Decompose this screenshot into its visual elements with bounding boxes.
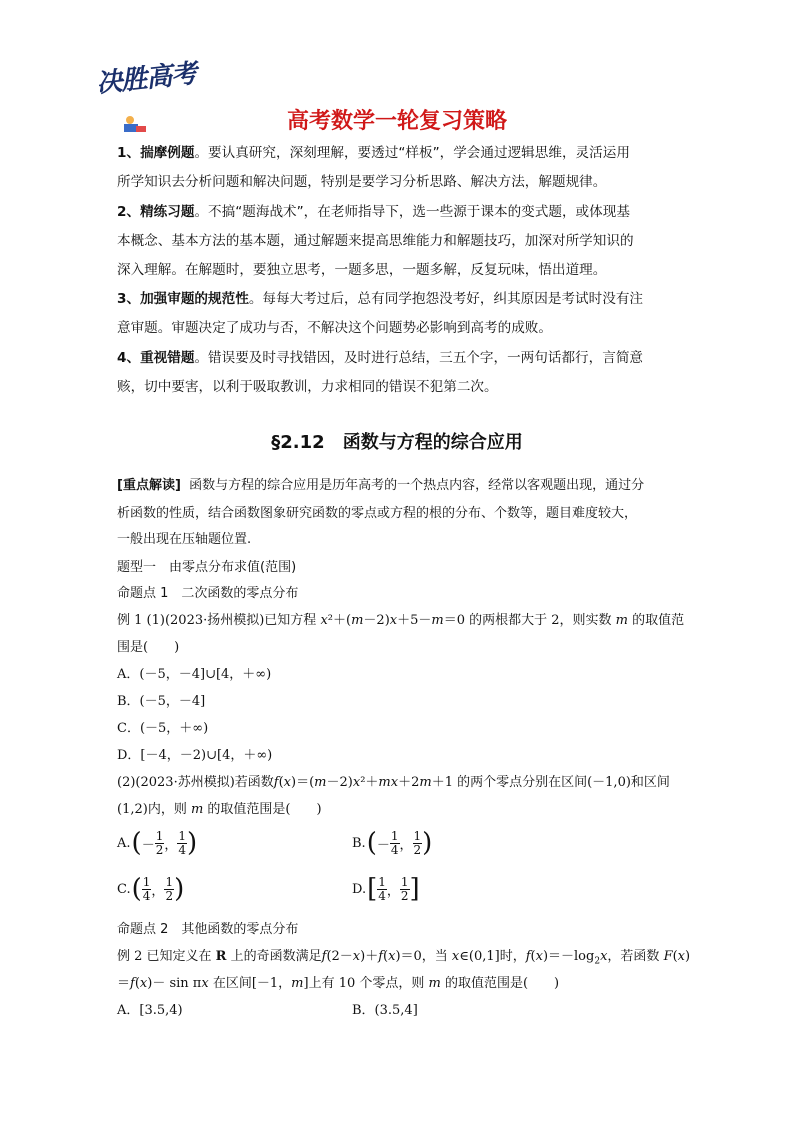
- question-type-heading: 题型一 由零点分布求值(范围): [117, 560, 297, 575]
- example-1-option-c: C．(－5，＋∞): [117, 721, 209, 736]
- example-1-line-1: 例 1 (1)(2023·扬州模拟)已知方程 x²＋(m－2)x＋5－m＝0 的两根都大于 2，则实数 m 的取值范: [117, 613, 685, 628]
- strategy-item-2-line-1: 2、精练习题。不搞“题海战术”，在老师指导下，选一些源于课本的变式题，或体现基: [117, 204, 630, 220]
- topic-point-1-heading: 命题点 1 二次函数的零点分布: [117, 586, 299, 601]
- strategy-title: 高考数学一轮复习策略: [286, 109, 507, 134]
- example-1-part-2-line-1: (2)(2023·苏州模拟)若函数f(x)＝(m－2)x²＋mx＋2m＋1 的两个零点分别在区间(－1,0)和区间: [117, 775, 670, 790]
- strategy-item-3-line-1: 3、加强审题的规范性。每每大考过后，总有同学抱怨没考好，纠其原因是考试时没有注: [117, 291, 644, 307]
- strategy-item-1-heading: 揣摩例题: [140, 145, 195, 161]
- strategy-item-3-line-2: 意审题。审题决定了成功与否，不解决这个问题势必影响到高考的成败。: [117, 320, 552, 336]
- strategy-item-3-heading: 加强审题的规范性: [140, 291, 249, 307]
- example-1-part-2-option-d: D. [ $\frac{1}{4}$ ， $\frac{1}{2}$ ]: [352, 874, 420, 904]
- example-1-part-2-option-b: B. ( － $\frac{1}{4}$ ， $\frac{1}{2}$ ): [352, 828, 433, 858]
- strategy-item-1-line-2: 所学知识去分析问题和解决问题，特别是要学习分析思路、解决方法，解题规律。: [117, 174, 607, 190]
- example-2-option-a: A．[3.5,4): [117, 1003, 183, 1018]
- strategy-item-2-heading: 精练习题: [140, 204, 195, 220]
- example-2-option-b: B．(3.5,4]: [352, 1003, 418, 1018]
- example-1-option-b: B．(－5，－4]: [117, 694, 206, 709]
- example-1-part-2-option-a: A. ( － $\frac{1}{2}$ ， $\frac{1}{4}$ ): [117, 828, 198, 858]
- intro-line-3: 一般出现在压轴题位置.: [117, 532, 252, 547]
- example-1-line-2: 围是( ): [117, 640, 180, 655]
- strategy-item-4-heading: 重视错题: [140, 350, 195, 366]
- example-2-line-2: ＝f(x)－ sin πx 在区间[－1，m]上有 10 个零点，则 m 的取值范围是( ): [117, 976, 560, 991]
- strategy-item-4-line-1: 4、重视错题。错误要及时寻找错因，及时进行总结，三五个字，一两句话都行，言简意: [117, 350, 644, 366]
- example-1-option-a: A．(－5，－4]∪[4，＋∞): [117, 667, 272, 682]
- strategy-item-4-line-2: 赅，切中要害，以利于吸取教训，力求相同的错误不犯第二次。: [117, 379, 498, 395]
- topic-point-2-heading: 命题点 2 其他函数的零点分布: [117, 922, 299, 937]
- example-2-line-1: 例 2 已知定义在 R 上的奇函数满足f(2－x)＋f(x)＝0，当 x∈(0,1]时，$f(x)=-\log_2x$，若函数 F(x): [117, 949, 691, 967]
- strategy-item-1-line-1: 1、揣摩例题。要认真研究，深刻理解，要透过“样板”，学会通过逻辑思维，灵活运用: [117, 145, 630, 161]
- logo-text: 决胜高考: [94, 58, 198, 100]
- intro-line-2: 析函数的性质，结合函数图象研究函数的零点或方程的根的分布、个数等，题目难度较大，: [117, 506, 638, 521]
- example-1-part-2-line-2: (1,2)内，则 m 的取值范围是( ): [117, 802, 322, 817]
- section-number: §2.12: [271, 432, 325, 453]
- strategy-item-2-line-3: 深入理解。在解题时，要独立思考，一题多思，一题多解，反复玩味，悟出道理。: [117, 262, 607, 278]
- example-1-part-2-option-c: C. ( $\frac{1}{4}$ ， $\frac{1}{2}$ ): [117, 874, 185, 904]
- example-1-option-d: D．[－4，－2)∪[4，＋∞): [117, 748, 273, 763]
- section-name: 函数与方程的综合应用: [342, 432, 523, 453]
- strategy-item-2-line-2: 本概念、基本方法的基本题，通过解题来提高思维能力和解题技巧，加深对所学知识的: [117, 233, 634, 249]
- intro-tag: [重点解读]: [117, 478, 181, 493]
- section-title: [0, 428, 794, 454]
- intro-line-1: [重点解读] 函数与方程的综合应用是历年高考的一个热点内容，经常以客观题出现，通过分: [117, 478, 645, 493]
